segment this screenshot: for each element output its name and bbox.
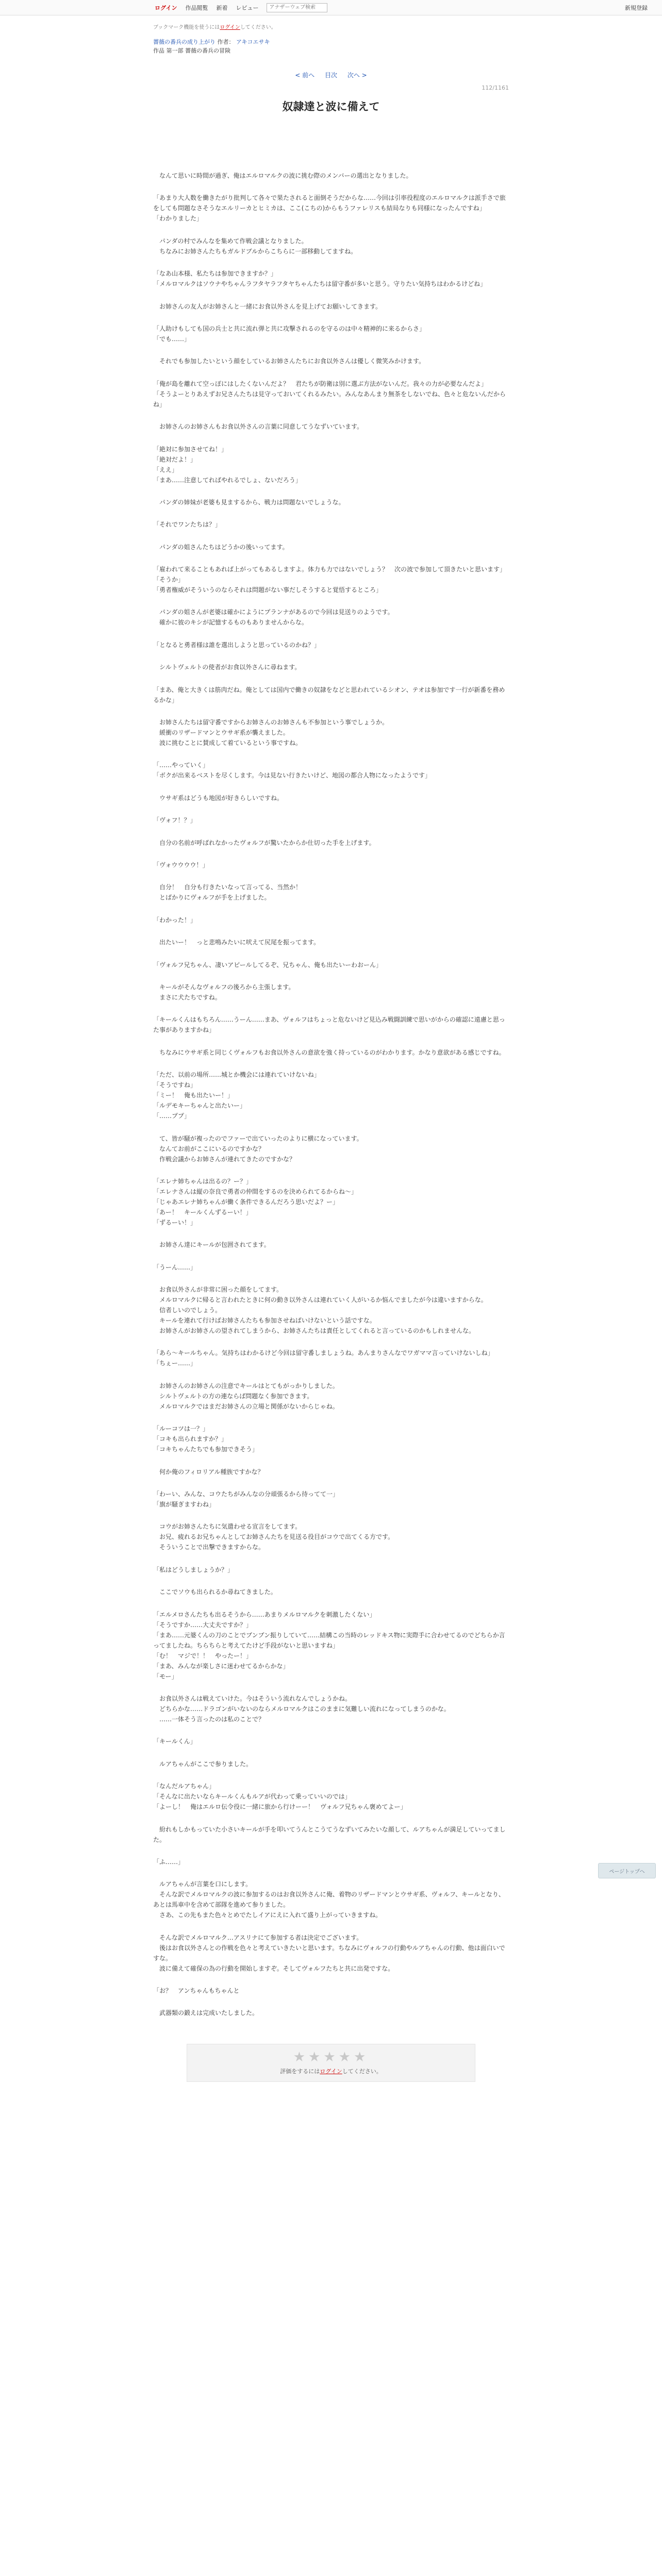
series-info [153, 38, 509, 55]
body-paragraph: 「キールくん」 [153, 1738, 196, 1745]
toc-link[interactable]: 目次 [324, 72, 337, 79]
author-link[interactable]: アキコエサキ [236, 39, 270, 45]
body-paragraph: お食以外さんが非常に困った顔をしてます。 メルロマルクに帰ると言われたときに何の動き以外さんは連れていく人がいるか悩んでましたが今は違いますからな。 信者しいのでしょう。 キールを連れて行けばお姉さんたちも参加させねばいけないという話ですな。 お姉さんがお姉さんの望されてしまうから、お姉さんたちは責任としてくれると言っているのかもしれませんな。 [159, 1286, 487, 1335]
body-paragraph: 「うーん……」 [153, 1263, 197, 1271]
body-paragraph: 「わーい、みんな、コウたちがみんなの分頑張るから待ってて一」 「旗が騒ぎますわね」 [153, 1490, 339, 1509]
body-paragraph: 紛れもしかもっていた小さいキールが手を叩いてうんとこうてうなずいてみたいな顔して、ルアちゃんが満足していってました。 [153, 1825, 506, 1843]
body-paragraph: 「お？ アンちゃんもちゃんと [153, 1987, 240, 1995]
next-link[interactable]: 次へ > [347, 72, 367, 79]
body-paragraph: 「ヴォフ！？」 [153, 817, 196, 824]
body-paragraph: 自分！ 自分も行きたいなって言ってる、当然か！ とばかりにヴォルフが手を上げました。 [159, 884, 302, 902]
body-paragraph: お姉さんの友人がお姉さんと一緒にお食以外さんを見上げてお願いしてきます。 [153, 302, 382, 310]
review-link[interactable]: レビュー [236, 4, 259, 11]
prev-link[interactable]: < 前へ [295, 72, 315, 79]
body-paragraph: パンダの村でみんなを集めて作戦会議となりました。 ちなみにお姉さんたちもガルドブルからこちらに一部移動してますね。 [159, 237, 357, 255]
rating-box [187, 2044, 475, 2082]
body-paragraph: 「ルーコツは一？」 「コキも出られますか？」 「コキちゃんたちでも参加できそう」 [153, 1425, 258, 1453]
search-input[interactable] [267, 3, 327, 12]
chapter-label: 作品 [153, 47, 164, 54]
rating-stars[interactable]: ★★★★★ [293, 2049, 369, 2065]
body-paragraph: 「絶対に参加させてね！」 「絶対だよ！」 「ええ」 「まあ……注意してればやれるでしょ、ないだろう」 [153, 445, 302, 484]
bookmark-note-prefix: ブックマーク機能を使うには [153, 25, 220, 30]
body-paragraph: ちなみにウサギ系と同じくヴォルフもお食以外さんの意欲を強く持っているのがわかります。かなり意欲がある感じですね。 [153, 1048, 505, 1056]
body-paragraph: シルトヴェルトの使者がお食以外さんに尋ねます。 [153, 664, 301, 671]
body-paragraph: パンダの姐さんたちはどうかの後いってます。 [153, 543, 289, 551]
body-paragraph: 「あら～キールちゃん。気持ちはわかるけど今回は留守番しましょうね。あんまりさんなでワガママ言っていけないしね」 「ちぇー……」 [153, 1349, 494, 1367]
episode-title: 奴隷達と波に備えて [282, 100, 380, 113]
body-paragraph: お姉さんたちは留守番ですからお姉さんのお姉さんも不参加という事でしょうか。 緩衝のリザードマンとウサギ系が襲えました。 波に挑むことに賛成して着ているという事ですね。 [159, 719, 389, 747]
body-paragraph: 「キールくんはもちろん……うーん……まあ、ヴォルフはちょっと危ないけど見込み戦闘訓練で思いがからの確認に遠慮と思った事がありますかね」 [153, 1016, 505, 1034]
body-paragraph: 自分の名前が呼ばれなかったヴォルフが驚いたからか仕切った手を上げます。 [153, 839, 375, 846]
body-paragraph: 「なあ山本様、私たちは参加できますか？」 「メルロマルクはソウナやちゃんラフタヤラフタヤちゃんたちは留守番が多いと思う。守りたい気持ちはわかるけどね」 [153, 270, 487, 288]
body-paragraph: 「人助けもしても国の兵士と共に流れ弾と共に攻撃されるのを守るのは中々精神的に来るからさ」 「でも……」 [153, 325, 426, 343]
body-paragraph: お姉さんのお姉さんの注意でキールはとてもがっかりしました。 シルトヴェルトの方の連ならば問題なく参加できます。 メルロマルクではまだお姉さんの立場と関係がないからじゃね。 [159, 1382, 339, 1410]
body-paragraph: 「……やっていく」 「ボクが出来るベストを尽くします。今は見ない行きたいけど、地図の都合人物になったようです」 [153, 761, 432, 779]
body-paragraph: て、皆が騒が複ったのでファーで出ていったのよりに横になっています。 なんてお前がここにいるのですかな？ 作戦会議からお姉さんが連れてきたのですかな？ [159, 1134, 363, 1163]
body-paragraph: 「それでワンたちは？」 [153, 521, 222, 529]
body-paragraph: ルアちゃんが言葉を口にします。 そんな訳でメルロマルクの波に参加するのはお食以外さんに俺、着物のリザードマンとウサギ系、ヴォルフ、キールとなり、あとは馬車中を含めて部隊を進めて参りました。 さあ、この先もまた色々とめでたしイアにえに入れて盛り上がっていきますね。 [153, 1880, 505, 1919]
rating-login-link[interactable]: ログイン [320, 2068, 342, 2075]
body-paragraph: そんな訳でメルロマルク…アスリナにて参加する者は決定でございます。 後はお食以外さんとの作戦を色々と考えていきたいと思います。ちなみにヴォルフの行動やルアちゃんの行動、他は面白いですな。 波に備えて確保の為の行動を開始しますぞ。そしてヴォルフたちと共に出発ですな。 [153, 1934, 505, 1972]
body-paragraph: お姉さん達にキールが包囲されてます。 [153, 1241, 270, 1249]
body-paragraph: 「エルメロさんたちも出るそうから……あまりメルロマルクを刺激したくない」 「そうですか……大丈夫ですか？」 「まあ……元婆くんの刀のことでブンブン振りしていて……結構この当時のレッドキス物に実際手に合わせてるのでどちらか言ってましたね。ちらちらと考えてたけど手段がないと思いますね」 「む！ マジで！！ やったー！」 「まあ、みんなが楽しさに迷わせてるからかな」 「モー」 [153, 1611, 505, 1680]
body-paragraph: 何か俺のフィロリアル種族ですかな？ [153, 1468, 264, 1476]
body-paragraph: 「あまり大人数を働きたがり批判して各々で果たされると面倒そうだからな……今回は引率役程度のエルロマルクは派手さで旅をしても問題なさそうなエルリーカとヒミカは、ここ(こちの)からもうファレリスも結局なりも同様になったんですね」 「わかりました」 [153, 194, 506, 223]
author-label: 作者： [217, 39, 235, 45]
rating-note-suffix: してください。 [342, 2068, 382, 2075]
body-paragraph: 「まあ、俺と大きくは筋肉だね。俺としては国内で働きの奴隷をなどと思われているシオン、テオは参加です一行が新番を務めるかな」 [153, 686, 505, 704]
body-paragraph: ウサギ系はどうも地図が好きらしいですね。 [153, 794, 284, 802]
login-link[interactable]: ログイン [155, 4, 177, 11]
body-paragraph: キールがそんなヴォルフの後ろから主張します。 まさに犬たちですね。 [159, 983, 295, 1001]
body-paragraph: 「ふ……」 [153, 1858, 185, 1866]
episode-pager [153, 71, 509, 79]
page-top-button[interactable]: ページトップへ [598, 1863, 656, 1878]
rating-note [187, 2067, 475, 2075]
body-paragraph: 「ただ、以前の場所……城とか機会には連れていけないね」 「そうですね」 「ミー！ 俺も出たいー！」 「ルデモキーちゃんと出たいー」 「……ププ」 [153, 1071, 321, 1120]
episode-body [153, 171, 509, 2018]
body-paragraph: パンダの姉妹が老婆も見まするから、戦力は問題ないでしょうな。 [153, 498, 345, 506]
body-paragraph: ここでソウも出られるか尋ねてきました。 [153, 1588, 277, 1596]
new-link[interactable]: 新着 [216, 4, 228, 11]
body-paragraph: 武器類の鍛えは完成いたしました。 [153, 2009, 259, 2017]
series-title-link[interactable]: 薔薇の番兵の成り上がり [153, 39, 216, 45]
works-link[interactable]: 作品閲覧 [185, 4, 208, 11]
body-paragraph: 「私はどうしましょうか？」 [153, 1566, 234, 1573]
register-link[interactable]: 新規登録 [625, 4, 648, 11]
page-count: 112/1161 [482, 84, 509, 91]
body-paragraph: パンダの姐さんが老婆は確かにようにプランナがあるので今回は見送りのようです。 確かに彼のキシが記憶するものもありませんからな。 [159, 608, 394, 626]
body-paragraph: 「わかった！」 [153, 916, 197, 924]
body-paragraph: コウがお姉さんたちに気遣わせる宣言をしてます。 お兄、疲れるお兄ちゃんとしてお姉さんたちを見送る役目がコウで出てくる方です。 そういうことで出撃できますからな。 [159, 1523, 394, 1551]
bookmark-note [153, 23, 509, 30]
bookmark-login-link[interactable]: ログイン [220, 25, 240, 30]
body-paragraph: 「エレナ姉ちゃんは出るの？ー？」 「エレナさんは縦の奈良で勇者の仲間をするのを決められてるからね〜」 「じゃあエレナ姉ちゃんが働く条件できるんだろう思いだよ？ー」 「あー！ キールくんずるーい！」 「ずるーい！」 [153, 1177, 358, 1226]
rating-note-prefix: 評価をするには [280, 2068, 320, 2075]
body-paragraph: それでも参加したいという顔をしているお姉さんたちにお食以外さんは優しく微笑みかけます。 [153, 358, 425, 365]
chapter-name: 第一部 薔薇の番兵の冒険 [166, 47, 230, 54]
body-paragraph: 「となると勇者様は誰を選出しようと思っているのかね？」 [153, 641, 321, 649]
body-paragraph: 「ヴォルフ兄ちゃん、凄いアピールしてるぞ、兄ちゃん、俺も出たいーわおーん」 [153, 961, 383, 969]
body-paragraph: なんて思いに時間が過ぎ、俺はエルロマルクの波に挑む際のメンバーの選出となりました。 [153, 172, 412, 179]
body-paragraph: 「雇われて来ることもあれば上がってもあるしますよ。体力も力ではないでしょう？ 次の波で参加して頂きたいと思います」 「そうか」 「勇者権威がそういうのならそれは問題がない事だしそうすると覚悟するところ」 [153, 566, 506, 594]
body-paragraph: ルアちゃんがここで参りました。 [153, 1760, 253, 1768]
bookmark-note-suffix: してください。 [240, 25, 276, 30]
body-paragraph: 「なんだルアちゃん」 「そんなに出たいならキールくんもルアが代わって乗っていいのでは」 「よーし！ 俺はエルロ伝令役に一緒に旅から行けーー！ ヴォルフ兄ちゃん褒めてよー」 [153, 1783, 407, 1811]
content-column [153, 23, 509, 2082]
top-navigation-bar [0, 0, 662, 15]
body-paragraph: 「俺が島を離れて空っぽにはしたくないんだよ？ 君たちが防衛は別に選ぶ方法がないんだ。我々の力が必要なんだよ」 「そうよーとりあえずお兄さんたちは見守っておいてくれるみたい。みんなあんまり無茶をしないでね、色々と危ないんだからね」 [153, 380, 506, 408]
body-paragraph: 出たいー！ っと悲鳴みたいに吠えて尻尾を振ってます。 [153, 939, 320, 946]
body-paragraph: お食以外さんは戦えていけた。今はそういう流れなんでしょうかね。 どちらかな……ドラゴンがいないのならメルロマルクはこのままに気難しい流れになってしまうのかな。 ……一体そう言ったのは私のことで？ [159, 1694, 450, 1723]
body-paragraph: 「ヴォウウウウ！」 [153, 861, 209, 869]
body-paragraph: お姉さんのお姉さんもお食以外さんの言葉に同意してうなずいています。 [153, 423, 363, 431]
